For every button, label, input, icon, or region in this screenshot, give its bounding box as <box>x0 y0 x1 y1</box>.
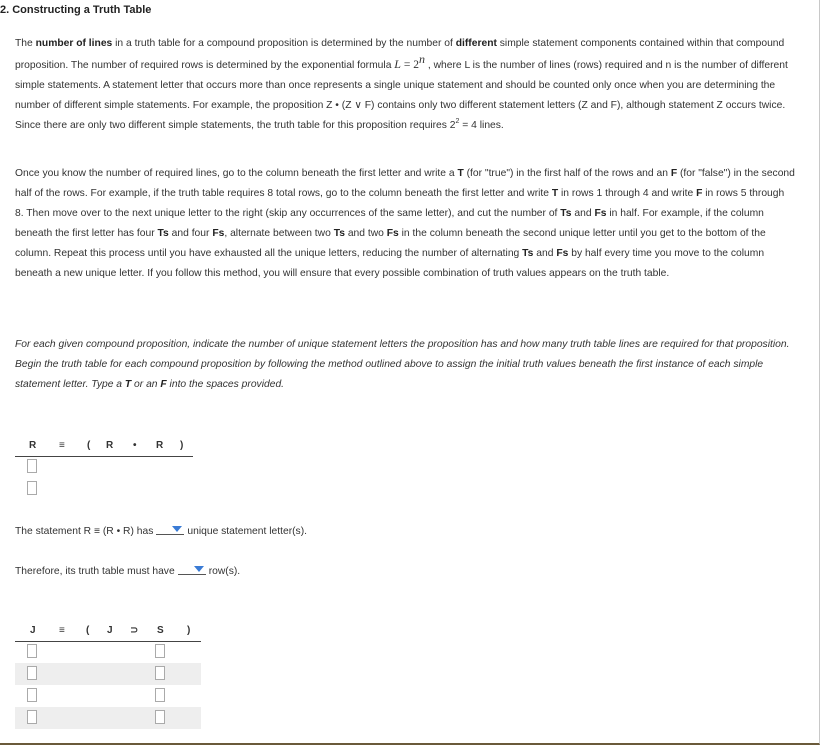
table2-J-row2-input[interactable] <box>27 666 37 680</box>
dropdown-arrow-icon <box>172 526 182 532</box>
table2-J-row3-input[interactable] <box>27 688 37 702</box>
question-row-count: Therefore, its truth table must have row(s). <box>15 566 241 577</box>
table2-header-J1: J <box>30 625 36 636</box>
table2-row2-shading <box>15 663 201 685</box>
table2-header-horseshoe: ⊃ <box>130 625 139 636</box>
table1-R-row2-input[interactable] <box>27 481 37 495</box>
instructions-paragraph: For each given compound proposition, indicate the number of unique statement letters the proposition has and how many truth table lines are required for that proposition. Begin the truth table for each compound proposition by following the method outlined above to assign the initial truth values beneath the first instance of each simple statement letter. Type a T or an F into the spaces provided. <box>15 339 790 390</box>
table1-header-open-paren: ( <box>87 440 91 451</box>
table1-header-rule <box>15 456 193 457</box>
table2-J-row4-input[interactable] <box>27 710 37 724</box>
dropdown-arrow-icon <box>194 566 204 572</box>
formula-L: L <box>394 57 401 71</box>
table2-S-row1-input[interactable] <box>155 644 165 658</box>
table1-header-R1: R <box>29 440 37 451</box>
table1-header-R3: R <box>156 440 164 451</box>
table2-header-equiv: ≡ <box>59 625 65 636</box>
table2-header-close-paren: ) <box>187 625 191 636</box>
question-unique-letters: The statement R ≡ (R • R) has unique statement letter(s). <box>15 526 307 537</box>
table1-R-row1-input[interactable] <box>27 459 37 473</box>
table2-S-row3-input[interactable] <box>155 688 165 702</box>
table2-J-row1-input[interactable] <box>27 644 37 658</box>
formula-exponent-n: n <box>418 52 425 66</box>
table1-header-equiv: ≡ <box>59 440 65 451</box>
table2-S-row4-input[interactable] <box>155 710 165 724</box>
table2-header-rule <box>15 641 201 642</box>
table2-row4-shading <box>15 707 201 729</box>
table2-S-row2-input[interactable] <box>155 666 165 680</box>
paragraph-number-of-lines: The number of lines in a truth table for a compound proposition is determined by the number of different simple statement components contained within that compound proposition. The number of required rows is determined by the exponential formula $L = 2^n$ , where L is the number of lines (rows) required and n is the number of different simple statements. A statement letter that occurs more than once represents a single unique statement and should be counted only once when you are determining the number of different simple statements. For example, the proposition Z • (Z ∨ F) contains only two different statement letters (Z and F), although statement Z occurs twice. Since there are only two different simple statements, the truth table for this proposition requires $2^2 = 4$ lines. <box>15 38 788 131</box>
table2-header-J2: J <box>107 625 113 636</box>
unique-letters-dropdown[interactable] <box>156 524 184 535</box>
section-title: 2. Constructing a Truth Table <box>0 4 152 16</box>
paragraph-method: Once you know the number of required lines, go to the column beneath the first letter and write a T (for "true") in the first half of the rows and an F (for "false") in the second half of the rows. For example, if the truth table requires 8 total rows, go to the column beneath the first letter and write T in rows 1 through 4 and write F in rows 5 through 8. Then move over to the next unique letter to the right (skip any occurrences of the same letter), and cut the number of Ts and Fs in half. For example, if the column beneath the first letter has four Ts and four Fs, alternate between two Ts and two Fs in the column beneath the second unique letter until you get to the bottom of the column. Repeat this process until you have exhausted all the unique letters, reducing the number of alternating Ts and Fs by half every time you move to the column beneath a new unique letter. If you follow this method, you will ensure that every possible combination of truth values appears on the truth table. <box>15 168 795 279</box>
truth-table-1 <box>15 440 195 500</box>
table1-header-close-paren: ) <box>180 440 184 451</box>
table2-header-open-paren: ( <box>86 625 90 636</box>
table1-header-R2: R <box>106 440 114 451</box>
table1-header-dot: • <box>133 440 137 451</box>
row-count-dropdown[interactable] <box>178 564 206 575</box>
truth-table-2 <box>15 625 203 729</box>
table2-header-S: S <box>157 625 164 636</box>
